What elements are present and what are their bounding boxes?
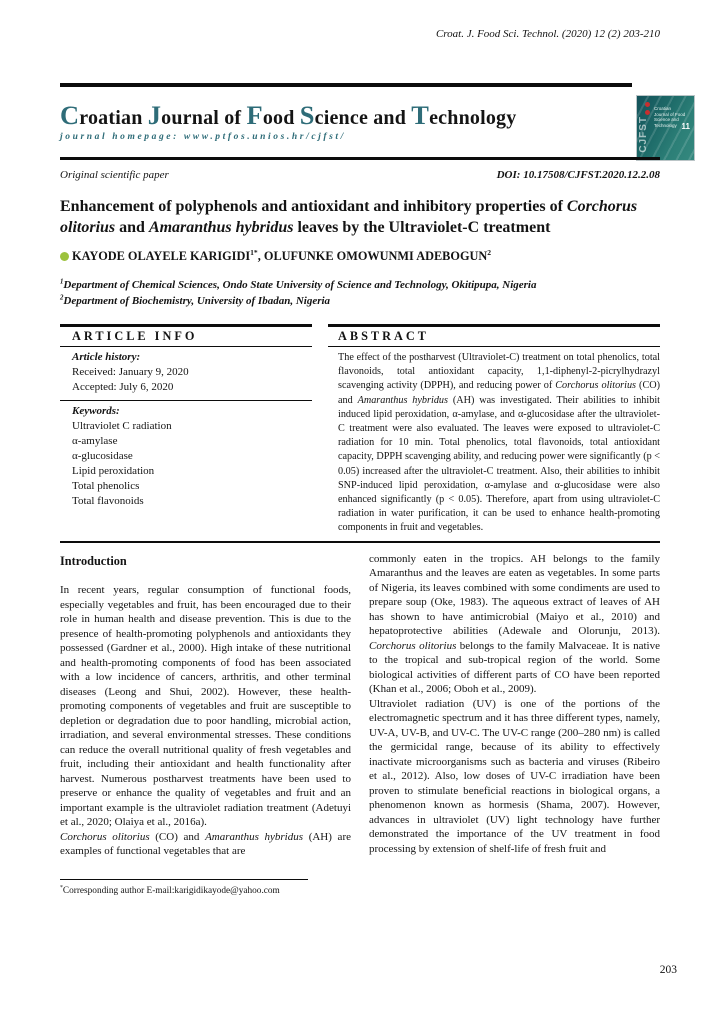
corresponding-author-footnote: [60, 879, 351, 899]
keywords-label: Keywords:: [72, 405, 120, 417]
header-rule-bottom: [60, 157, 660, 161]
abstract-panel: [328, 324, 660, 536]
orcid-icon: [60, 252, 69, 261]
body-right-column: [369, 552, 660, 899]
body-paragraph: In recent years, regular consumption of functional foods, especially vegetables and fruit, has been encouraged due to their role in human health and disease prevention. This is due to the presence of health-promoting polyphenols and antioxidants they possessed (Gardner et al., 2000). High intake of these nutritional and health-promoting components of food has been associated with a low incidence of cancers, arthritis, and other terminal diseases (Leong and Shui, 2002). However, these health-promoting components of vegetables and fruit are susceptible to depletion or degradation due to poor handling, microbial action, irradiation, and several environmental stresses. These conditions can reduce the overall nutritional quality of fresh vegetables and fruit, including their antioxidant and health functionality after harvest. Numerous postharvest treatments have been used to preserve or enhance the quality of vegetables and fruit and an important example is the ultraviolet radiation treatment (Adetuyi et al., 2020; Olaiya et al., 2016a).: [60, 584, 351, 829]
keyword-item: Ultraviolet C radiation: [72, 420, 172, 432]
abstract-text: The effect of the postharvest (Ultraviolet-C) treatment on total phenolics, total flavonoids, total antioxidant capacity, 1,1-diphenyl-2-picrylhydrazyl scavenging activity (DPPH), and reducing power of Corchorus olitorius (CO) and Amaranthus hybridus (AH) was investigated. Their abilities to inhibit induced lipid peroxidation, α-amylase, and α-glucosidase after the ultraviolet-C treatment were also evaluated. The leaves were exposed to ultraviolet-C radiation for 10 min. Total phenolics, total flavonoids, total antioxidant capacity, DPPH scavenging ability, and reducing power were significantly (p < 0.05) increased after the ultraviolet-C treatment. Also, their abilities to inhibit SNP-induced lipid peroxidation, α-amylase and α-glucosidase were also enhanced significantly (p < 0.05). Therefore, apart from using ultraviolet-C radiation in water purification, it can be used to enhance health-promoting components in fruit and vegetables.: [338, 352, 660, 534]
article-meta-row: [60, 169, 660, 181]
history-item: Received: January 9, 2020: [72, 366, 189, 378]
article-type-label: Original scientific paper: [60, 169, 169, 181]
section-heading-introduction: Introduction: [60, 553, 127, 568]
journal-homepage-url: journal homepage: www.ptfos.unios.hr/cjfst/: [60, 131, 346, 142]
body-paragraph: Corchorus olitorius (CO) and Amaranthus hybridus (AH) are examples of functional vegetables that are: [60, 830, 351, 858]
cover-journal-title: Croatian Journal of Food Science and Technology: [654, 106, 686, 128]
keyword-item: Total phenolics: [72, 480, 140, 492]
keyword-item: α-glucosidase: [72, 450, 133, 462]
article-title: Enhancement of polyphenols and antioxidant and inhibitory properties of Corchorus olitorius and Amaranthus hybridus leaves by the Ultraviolet-C treatment: [60, 198, 638, 236]
affiliation-1: $^1$Department of Chemical Sciences, Ondo State University of Science and Technology, Okitipupa, Nigeria: [60, 278, 537, 291]
footnote-rule: [60, 879, 308, 881]
keywords-list: [72, 419, 312, 509]
doi-label: DOI: 10.17508/CJFST.2020.12.2.08: [496, 169, 660, 181]
body-paragraph: commonly eaten in the tropics. AH belongs to the family Amaranthus and the leaves are eaten as vegetables. In some parts of Nigeria, its leaves combined with some condiments are used to prepare soup (Oke, 1983). The aqueous extract of leaves of AH has shown to have antimicrobial (Maiyo et al., 2010) and hepatoprotective abilities (Adewale and Olorunju, 2013). Corchorus olitorius belongs to the family Malvaceae. It is native to the tropical and sub-tropical region of the world. Some biological activities of different parts of CO have been reported (Khan et al., 2006; Oboh et al., 2009).: [369, 552, 660, 696]
keyword-item: α-amylase: [72, 435, 118, 447]
article-history-label: Article history:: [72, 351, 141, 363]
footnote-symbol: *: [60, 885, 63, 892]
abstract-header: ABSTRACT: [328, 324, 660, 347]
article-history-list: [72, 365, 312, 395]
affiliation-2: $^2$Department of Biochemistry, University of Ibadan, Nigeria: [60, 293, 331, 307]
running-head: Croat. J. Food Sci. Technol. (2020) 12 (2) 203-210: [435, 28, 660, 40]
journal-title: Croatian Journal of Food Science and Technology: [60, 99, 517, 130]
info-abstract-block: [60, 324, 660, 536]
article-info-header: ARTICLE INFO: [60, 324, 312, 347]
body-columns: [60, 552, 660, 899]
body-left-column: [60, 552, 351, 899]
body-paragraph: Ultraviolet radiation (UV) is one of the portions of the electromagnetic spectrum and it has three different types, namely, UV-A, UV-B, and UV-C. The UV-C range (200–280 nm) is called the germicidal range, because of its ability to effectively inactivate microorganisms such as bacteria and viruses (Ribeiro et al., 2012). Also, low doses of UV-C irradiation have been proven to stimulate beneficial reactions in biological organs, a phenomenon known as hormesis (Shama, 2007). However, advances in ultraviolet (UV) light technology have further demonstrated the importance of the UV treatment in food processing by extension of shelf-life of fresh fruit and: [369, 697, 660, 855]
history-item: Accepted: July 6, 2020: [72, 381, 174, 393]
affiliations: [60, 278, 660, 309]
page-number: 203: [659, 964, 677, 976]
header-rule-top: [60, 83, 632, 87]
keywords-section: [60, 401, 312, 509]
footnote-text: Corresponding author E-mail:karigidikayode@yahoo.com: [62, 886, 280, 897]
article-history-section: [60, 347, 312, 395]
author-names: KAYODE OLAYELE $KARIGIDI^{1*}$, OLUFUNKE OMOWUNMI ADEBOGUN$^2$: [72, 247, 492, 263]
authors-line: [60, 249, 660, 264]
article-info-panel: [60, 324, 312, 536]
cover-issue-number: 11: [681, 122, 690, 131]
keyword-item: Total flavonoids: [72, 495, 144, 507]
keyword-item: Lipid peroxidation: [72, 465, 155, 477]
abstract-bottom-rule: [60, 541, 660, 543]
cover-journal-code: CJFST: [638, 116, 649, 153]
